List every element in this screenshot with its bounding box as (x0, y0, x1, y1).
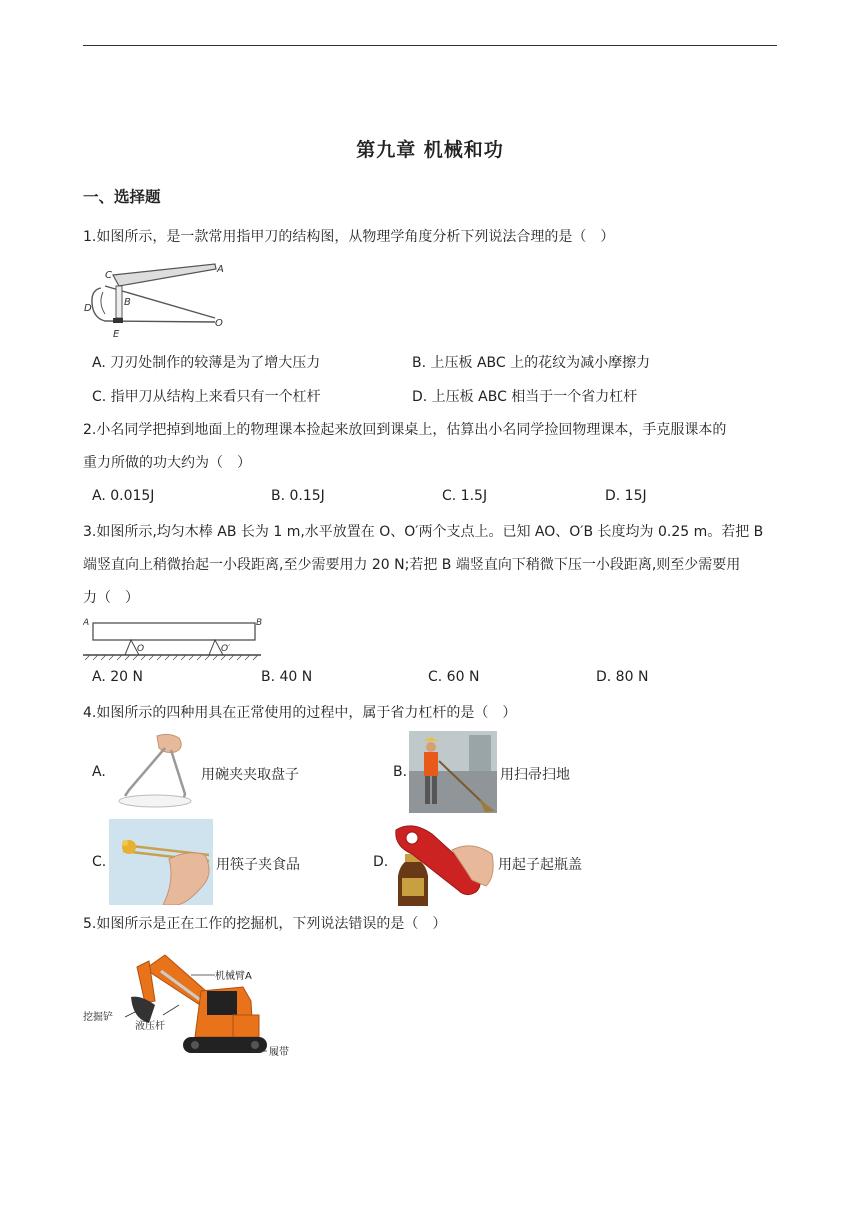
q4-option-a-text: 用碗夹夹取盘子 (201, 767, 299, 783)
beam-figure (83, 617, 263, 661)
fig-label-O: O (137, 644, 145, 654)
q3-option-d[interactable]: D. 80 N (596, 669, 649, 685)
section-heading: 一、选择题 (83, 188, 161, 206)
q2-stem-line1: 2.小名同学把掉到地面上的物理课本捡起来放回到课桌上，估算出小名同学捡回物理课本，手克服课本的 (83, 422, 727, 438)
q4-option-b-text: 用扫帚扫地 (500, 767, 570, 783)
q1-option-c[interactable]: C. 指甲刀从结构上来看只有一个杠杆 (92, 389, 321, 405)
chopsticks-image (109, 819, 213, 905)
fig-label-A: A (217, 264, 224, 275)
q3-stem-line1: 3.如图所示,均匀木棒 AB 长为 1 m,水平放置在 O、O′两个支点上。已知 AO、O′B 长度均为 0.25 m。若把 B (83, 524, 764, 540)
q4-option-d-text: 用起子起瓶盖 (498, 857, 582, 873)
fig-label-O: O (215, 318, 223, 329)
fig-label-E: E (113, 329, 120, 340)
q2-option-a[interactable]: A. 0.015J (92, 488, 155, 504)
nail-clipper-figure (83, 258, 233, 340)
q2-option-b[interactable]: B. 0.15J (271, 488, 325, 504)
q3-option-a[interactable]: A. 20 N (92, 669, 143, 685)
q3-stem-line3: 力（ ） (83, 590, 139, 606)
excavator-figure (83, 945, 298, 1067)
fig-label-B: B (124, 297, 131, 308)
bowl-clip-image (109, 730, 201, 816)
fig-label-B: B (256, 618, 263, 628)
fig-label-track: 履带 (269, 1047, 289, 1058)
q4-option-c-text: 用筷子夹食品 (216, 857, 300, 873)
q2-option-c[interactable]: C. 1.5J (442, 488, 488, 504)
q4-option-c-letter[interactable]: C. (92, 854, 107, 870)
page-title: 第九章 机械和功 (356, 139, 504, 161)
bottle-opener-image (392, 820, 496, 906)
q1-stem: 1.如图所示，是一款常用指甲刀的结构图，从物理学角度分析下列说法合理的是（ ） (83, 229, 615, 245)
q1-option-d[interactable]: D. 上压板 ABC 相当于一个省力杠杆 (412, 389, 638, 405)
fig-label-D: D (84, 303, 92, 314)
q3-option-b[interactable]: B. 40 N (261, 669, 313, 685)
q3-stem-line2: 端竖直向上稍微抬起一小段距离,至少需要用力 20 N;若把 B 端竖直向下稍微下压一小段距离,则至少需要用 (83, 557, 741, 573)
fig-label-O-prime: O′ (221, 644, 231, 654)
fig-label-C: C (105, 270, 112, 281)
q4-option-a-letter[interactable]: A. (92, 764, 106, 780)
q2-stem-line2: 重力所做的功大约为（ ） (83, 455, 251, 471)
header-rule (83, 45, 777, 46)
q4-option-d-letter[interactable]: D. (373, 854, 389, 870)
q4-stem: 4.如图所示的四种用具在正常使用的过程中，属于省力杠杆的是（ ） (83, 705, 517, 721)
q1-option-a[interactable]: A. 刀刃处制作的较薄是为了增大压力 (92, 355, 321, 371)
q3-option-c[interactable]: C. 60 N (428, 669, 480, 685)
broom-sweeping-image (409, 731, 497, 813)
fig-label-arm: 机械臂A (215, 971, 252, 982)
q5-stem: 5.如图所示是正在工作的挖掘机，下列说法错误的是（ ） (83, 916, 447, 932)
fig-label-A: A (83, 618, 90, 628)
fig-label-rod: 液压杆 (135, 1021, 165, 1032)
q4-option-b-letter[interactable]: B. (393, 764, 408, 780)
q2-option-d[interactable]: D. 15J (605, 488, 647, 504)
fig-label-bucket: 挖掘铲 (83, 1012, 113, 1023)
q1-option-b[interactable]: B. 上压板 ABC 上的花纹为减小摩擦力 (412, 355, 651, 371)
